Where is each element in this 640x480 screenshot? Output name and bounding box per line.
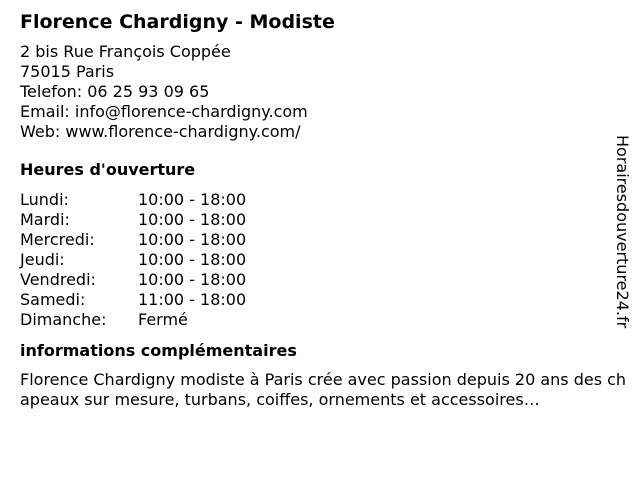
hours-row-thursday (20, 250, 620, 270)
hours-row-saturday (20, 290, 620, 310)
phone-line: Telefon: 06 25 93 09 65 (20, 82, 210, 101)
info-description: Florence Chardigny modiste à Paris crée avec passion depuis 20 ans des chapeaux sur mesure, turbans, coiffes, ornements et accessoires… (20, 370, 627, 409)
hours-time: 11:00 - 18:00 (138, 290, 247, 309)
address-street: 2 bis Rue François Coppée (20, 42, 231, 61)
hours-day: Lundi: (20, 190, 69, 209)
hours-time: 10:00 - 18:00 (138, 210, 247, 229)
hours-day: Dimanche: (20, 310, 107, 329)
hours-day: Jeudi: (20, 250, 65, 269)
hours-day: Mardi: (20, 210, 70, 229)
hours-row-sunday (20, 310, 620, 330)
address-city: 75015 Paris (20, 62, 115, 81)
hours-row-tuesday (20, 210, 620, 230)
business-name: Florence Chardigny - Modiste (20, 11, 335, 33)
hours-day: Mercredi: (20, 230, 95, 249)
hours-time: 10:00 - 18:00 (138, 250, 247, 269)
hours-time: 10:00 - 18:00 (138, 190, 247, 209)
hours-row-friday (20, 270, 620, 290)
hours-heading: Heures d'ouverture (20, 160, 196, 179)
email-line: Email: info@florence-chardigny.com (20, 102, 308, 121)
hours-time: 10:00 - 18:00 (138, 230, 247, 249)
hours-row-wednesday (20, 230, 620, 250)
hours-time: Fermé (138, 310, 188, 329)
hours-day: Vendredi: (20, 270, 96, 289)
hours-day: Samedi: (20, 290, 86, 309)
hours-row-monday (20, 190, 620, 210)
hours-time: 10:00 - 18:00 (138, 270, 247, 289)
web-line: Web: www.florence-chardigny.com/ (20, 122, 301, 141)
info-heading: informations complémentaires (20, 341, 297, 360)
watermark-text: Horairesdouverture24.fr (613, 135, 632, 329)
